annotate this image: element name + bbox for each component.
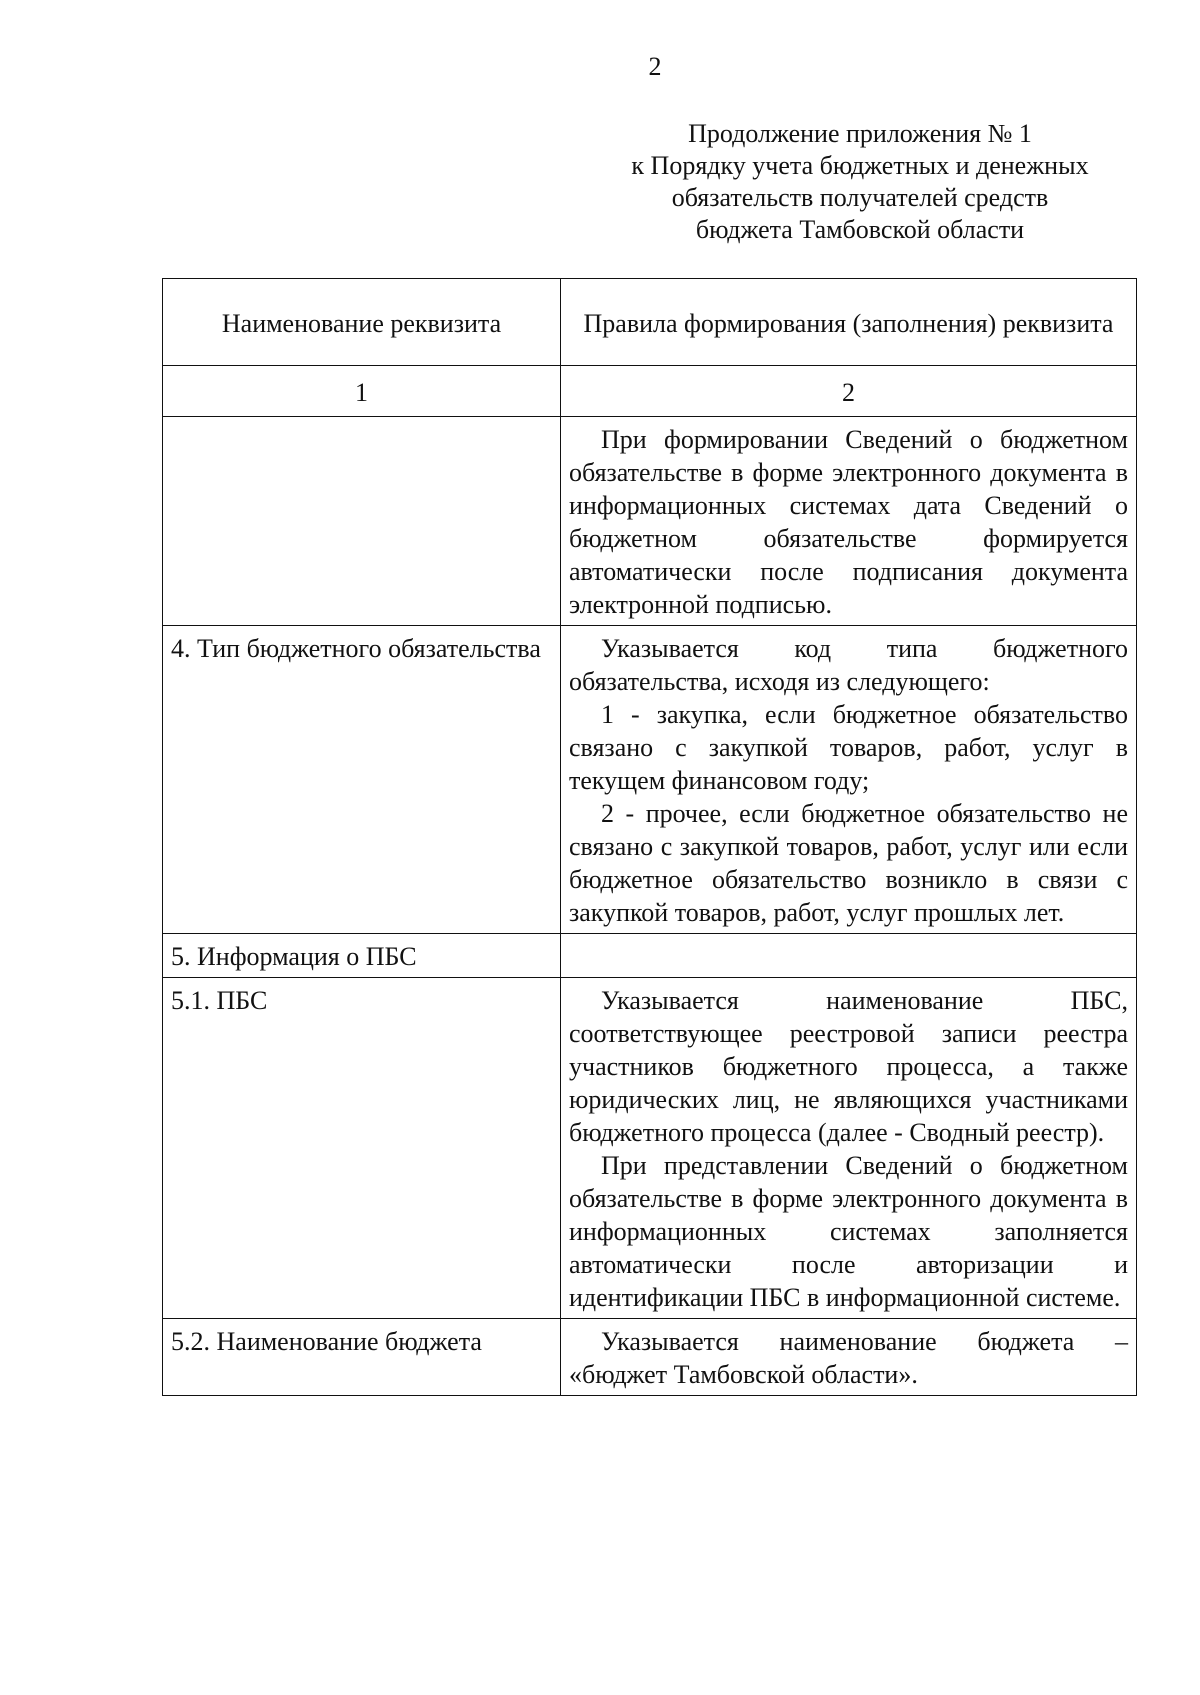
column-number: 2 bbox=[561, 366, 1137, 417]
appendix-header-line: бюджета Тамбовской области bbox=[695, 215, 1025, 244]
appendix-header bbox=[580, 118, 1140, 246]
requisite-rules bbox=[561, 978, 1137, 1319]
requisite-rules bbox=[561, 417, 1137, 626]
requisite-rules bbox=[561, 626, 1137, 934]
requisite-name: 4. Тип бюджетного обязательства bbox=[163, 626, 561, 934]
table-row bbox=[163, 1319, 1137, 1396]
rule-paragraph: При представлении Сведений о бюджетном обязательстве в форме электронного документа в информационных системах заполняется автоматически после авторизации и идентификации ПБС в информационной системе. bbox=[569, 1151, 1128, 1312]
column-header-name: Наименование реквизита bbox=[163, 279, 561, 366]
column-header-rules: Правила формирования (заполнения) реквизита bbox=[561, 279, 1137, 366]
rule-paragraph: 1 - закупка, если бюджетное обязательство связано с закупкой товаров, работ, услуг в текущем финансовом году; bbox=[569, 700, 1128, 795]
appendix-header-line: обязательств получателей средств bbox=[671, 183, 1049, 212]
requisite-name: 5.1. ПБС bbox=[163, 978, 561, 1319]
rule-paragraph: Указывается код типа бюджетного обязательства, исходя из следующего: bbox=[569, 634, 1128, 696]
requisite-name: 5. Информация о ПБС bbox=[163, 934, 561, 978]
table-row bbox=[163, 626, 1137, 934]
table-row bbox=[163, 978, 1137, 1319]
rule-paragraph: Указывается наименование бюджета – «бюджет Тамбовской области». bbox=[569, 1327, 1128, 1389]
requisites-table bbox=[162, 278, 1137, 1396]
rule-paragraph: 2 - прочее, если бюджетное обязательство не связано с закупкой товаров, работ, услуг или если бюджетное обязательство возникло в связи с закупкой товаров, работ, услуг прошлых лет. bbox=[569, 799, 1128, 927]
requisite-rules bbox=[561, 934, 1137, 978]
table-row bbox=[163, 417, 1137, 626]
requisite-name bbox=[163, 417, 561, 626]
column-number: 1 bbox=[163, 366, 561, 417]
table-header-row bbox=[163, 279, 1137, 366]
rule-paragraph: При формировании Сведений о бюджетном обязательстве в форме электронного документа в информационных системах дата Сведений о бюджетном обязательстве формируется автоматически после подписания документа электронной подписью. bbox=[569, 425, 1128, 619]
page-number: 2 bbox=[648, 52, 662, 81]
appendix-header-line: к Порядку учета бюджетных и денежных bbox=[631, 151, 1089, 180]
table-row bbox=[163, 934, 1137, 978]
column-number-row bbox=[163, 366, 1137, 417]
requisite-name: 5.2. Наименование бюджета bbox=[163, 1319, 561, 1396]
rule-paragraph: Указывается наименование ПБС, соответствующее реестровой записи реестра участников бюджетного процесса, а также юридических лиц, не являющихся участниками бюджетного процесса (далее - Сводный реестр). bbox=[569, 986, 1128, 1147]
appendix-header-line: Продолжение приложения № 1 bbox=[688, 119, 1032, 148]
requisite-rules bbox=[561, 1319, 1137, 1396]
